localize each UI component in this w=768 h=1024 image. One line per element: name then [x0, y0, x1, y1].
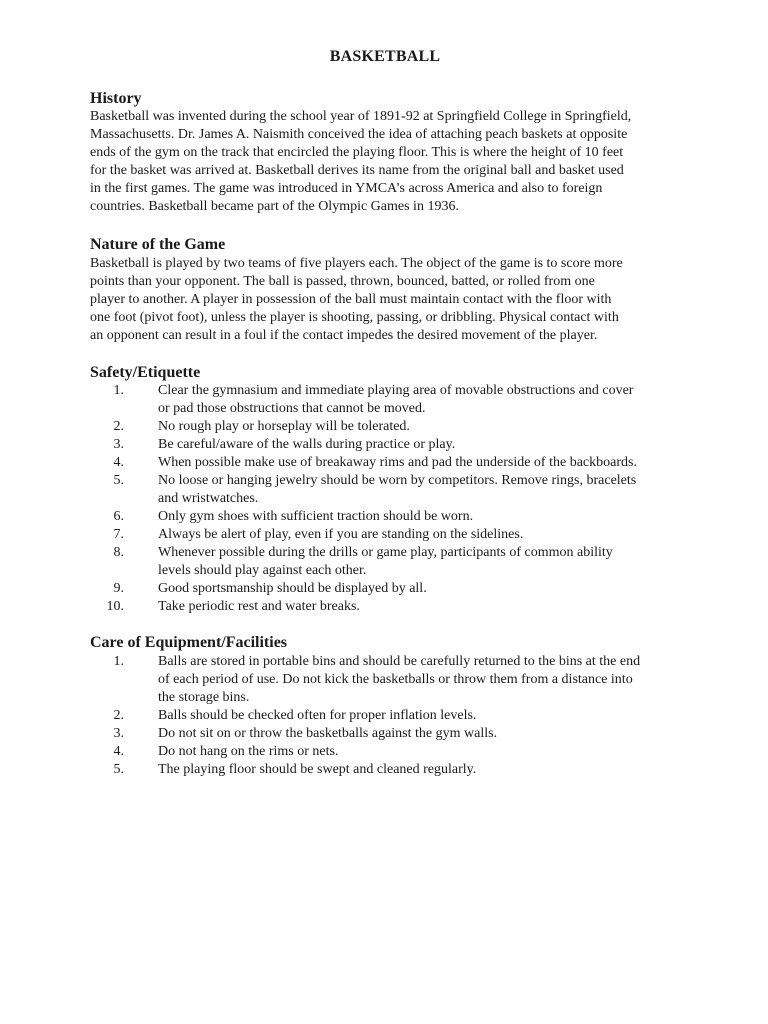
list-item-text: [158, 382, 680, 418]
care-heading: Care of Equipment/Facilities: [90, 634, 288, 651]
paragraph-line: in the first games. The game was introduced in YMCA’s across America and also to foreign: [90, 181, 603, 196]
list-item: [90, 743, 680, 761]
list-item-text: [158, 436, 680, 454]
list-item-number: 4.: [113, 744, 124, 759]
list-item-number: 1.: [113, 654, 124, 669]
list-item-number: 9.: [113, 581, 124, 596]
list-item: [90, 725, 680, 743]
care-list: [90, 653, 680, 779]
list-item: [90, 508, 680, 526]
list-item-number: 8.: [113, 545, 124, 560]
list-item-text: [158, 418, 680, 436]
list-item-line: of each period of use. Do not kick the basketballs or throw them from a distance into: [158, 672, 633, 687]
list-item: [90, 526, 680, 544]
list-item-number: 1.: [113, 383, 124, 398]
list-item-line: and wristwatches.: [158, 491, 259, 506]
list-item-line: Balls should be checked often for proper inflation levels.: [158, 708, 477, 723]
list-item-number: 3.: [113, 726, 124, 741]
list-item-text: [158, 508, 680, 526]
list-item-line: Good sportsmanship should be displayed by all.: [158, 581, 427, 596]
paragraph-line: Massachusetts. Dr. James A. Naismith conceived the idea of attaching peach baskets at opposite: [90, 127, 628, 142]
list-item: [90, 761, 680, 779]
list-item-number: 10.: [106, 599, 124, 614]
history-heading: History: [90, 90, 142, 107]
paragraph-line: Basketball is played by two teams of five players each. The object of the game is to score more: [90, 256, 623, 271]
list-item-number: 2.: [113, 419, 124, 434]
list-item-text: [158, 743, 680, 761]
list-item-line: Be careful/aware of the walls during practice or play.: [158, 437, 456, 452]
list-item-line: No loose or hanging jewelry should be worn by competitors. Remove rings, bracelets: [158, 473, 637, 488]
list-item-line: When possible make use of breakaway rims and pad the underside of the backboards.: [158, 455, 637, 470]
document-title: BASKETBALL: [329, 48, 441, 65]
list-item: [90, 544, 680, 580]
list-item-text: [158, 454, 680, 472]
list-item: [90, 454, 680, 472]
list-item: [90, 418, 680, 436]
list-item: [90, 472, 680, 508]
list-item-line: Always be alert of play, even if you are standing on the sidelines.: [158, 527, 524, 542]
safety-heading: Safety/Etiquette: [90, 364, 201, 381]
list-item: [90, 707, 680, 725]
list-item-text: [158, 544, 680, 580]
safety-list: [90, 382, 680, 616]
list-item-text: [158, 472, 680, 508]
list-item: [90, 580, 680, 598]
paragraph-line: an opponent can result in a foul if the contact impedes the desired movement of the player.: [90, 328, 598, 343]
list-item: [90, 598, 680, 616]
paragraph-line: ends of the gym on the track that encircled the playing floor. This is where the height of 10 feet: [90, 145, 624, 160]
list-item-line: levels should play against each other.: [158, 563, 367, 578]
nature-heading: Nature of the Game: [90, 236, 226, 253]
list-item: [90, 436, 680, 454]
list-item-number: 7.: [113, 527, 124, 542]
list-item-number: 4.: [113, 455, 124, 470]
list-item-number: 3.: [113, 437, 124, 452]
list-item-text: [158, 526, 680, 544]
list-item-number: 2.: [113, 708, 124, 723]
list-item-line: Do not hang on the rims or nets.: [158, 744, 339, 759]
list-item-line: Balls are stored in portable bins and should be carefully returned to the bins at the end: [158, 654, 641, 669]
list-item-line: Only gym shoes with sufficient traction should be worn.: [158, 509, 474, 524]
list-item-number: 6.: [113, 509, 124, 524]
list-item-text: [158, 653, 680, 707]
list-item-text: [158, 707, 680, 725]
list-item-line: Clear the gymnasium and immediate playing area of movable obstructions and cover: [158, 383, 634, 398]
paragraph-line: Basketball was invented during the school year of 1891-92 at Springfield College in Springfield,: [90, 109, 632, 124]
list-item-line: The playing floor should be swept and cleaned regularly.: [158, 762, 477, 777]
nature-paragraph: [90, 255, 680, 345]
history-paragraph: [90, 108, 680, 216]
list-item-text: [158, 761, 680, 779]
list-item-line: Whenever possible during the drills or game play, participants of common ability: [158, 545, 613, 560]
list-item-number: 5.: [113, 762, 124, 777]
list-item-text: [158, 580, 680, 598]
list-item-text: [158, 598, 680, 616]
list-item-text: [158, 725, 680, 743]
list-item-line: or pad those obstructions that cannot be moved.: [158, 401, 426, 416]
list-item-line: Do not sit on or throw the basketballs against the gym walls.: [158, 726, 498, 741]
paragraph-line: for the basket was arrived at. Basketball derives its name from the original ball and basket used: [90, 163, 624, 178]
paragraph-line: one foot (pivot foot), unless the player is shooting, passing, or dribbling. Physical contact with: [90, 310, 619, 325]
paragraph-line: player to another. A player in possession of the ball must maintain contact with the floor with: [90, 292, 612, 307]
paragraph-line: points than your opponent. The ball is passed, thrown, bounced, batted, or rolled from one: [90, 274, 595, 289]
paragraph-line: countries. Basketball became part of the Olympic Games in 1936.: [90, 199, 459, 214]
list-item: [90, 653, 680, 707]
list-item-number: 5.: [113, 473, 124, 488]
list-item-line: No rough play or horseplay will be tolerated.: [158, 419, 410, 434]
list-item: [90, 382, 680, 418]
list-item-line: Take periodic rest and water breaks.: [158, 599, 360, 614]
list-item-line: the storage bins.: [158, 690, 250, 705]
